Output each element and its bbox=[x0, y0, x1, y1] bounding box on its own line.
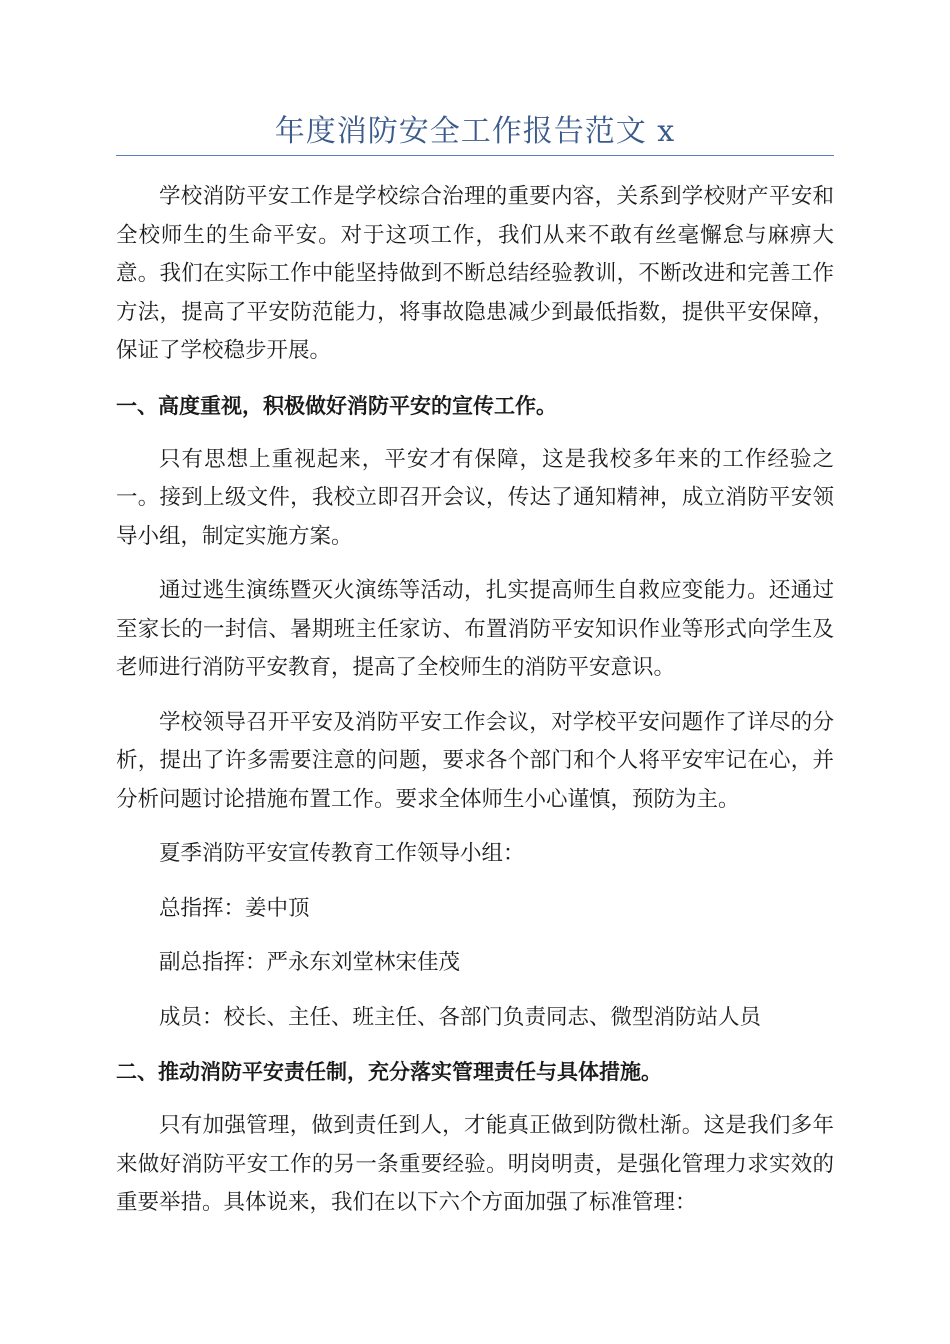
commander-line: 总指挥：姜中顶 bbox=[159, 895, 310, 921]
section-1-paragraph-1: 只有思想上重视起来，平安才有保障，这是我校多年来的工作经验之一。接到上级文件，我校立即召开会议，传达了通知精神，成立消防平安领导小组，制定实施方案。 bbox=[116, 446, 834, 549]
page-title: 年度消防安全工作报告范文 x bbox=[274, 114, 676, 149]
section-2-heading: 二、推动消防平安责任制，充分落实管理责任与具体措施。 bbox=[116, 1060, 662, 1084]
vice-commander-line: 副总指挥：严永东刘堂林宋佳茂 bbox=[159, 950, 461, 975]
members-line: 成员：校长、主任、班主任、各部门负责同志、微型消防站人员 bbox=[159, 1004, 762, 1030]
section-1-heading: 一、高度重视，积极做好消防平安的宣传工作。 bbox=[116, 393, 557, 418]
section-2-paragraph-1: 只有加强管理，做到责任到人，才能真正做到防微杜渐。这是我们多年来做好消防平安工作的另一条重要经验。明岗明责，是强化管理力求实效的重要举措。具体说来，我们在以下六个方面加强了标准管理： bbox=[116, 1113, 834, 1215]
document-body bbox=[116, 178, 834, 1239]
section-1-paragraph-2: 通过逃生演练暨灭火演练等活动，扎实提高师生自救应变能力。还通过至家长的一封信、暑期班主任家访、布置消防平安知识作业等形式向学生及老师进行消防平安教育，提高了全校师生的消防平安意识。 bbox=[116, 578, 834, 680]
intro-paragraph: 学校消防平安工作是学校综合治理的重要内容，关系到学校财产平安和全校师生的生命平安。对于这项工作，我们从来不敢有丝毫懈怠与麻痹大意。我们在实际工作中能坚持做到不断总结经验教训，不断改进和完善工作方法，提高了平安防范能力，将事故隐患减少到最低指数，提供平安保障，保证了学校稳步开展。 bbox=[116, 184, 834, 363]
title-underline bbox=[116, 155, 834, 156]
section-1-paragraph-3: 学校领导召开平安及消防平安工作会议，对学校平安问题作了详尽的分析，提出了许多需要注意的问题，要求各个部门和个人将平安牢记在心，并分析问题讨论措施布置工作。要求全体师生小心谨慎，预防为主。 bbox=[116, 709, 834, 812]
leadership-group-title: 夏季消防平安宣传教育工作领导小组： bbox=[159, 841, 525, 866]
